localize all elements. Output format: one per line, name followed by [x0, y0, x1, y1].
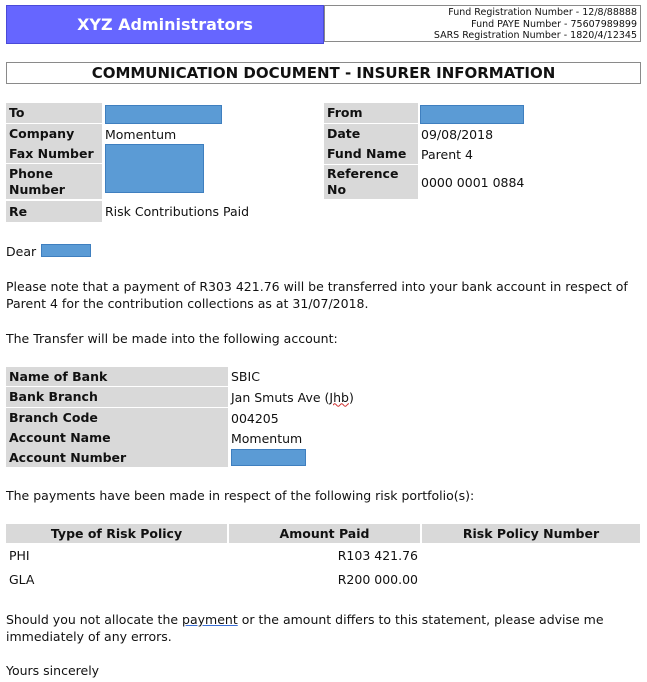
- to-redacted: [105, 105, 222, 124]
- fund-registration-number: Fund Registration Number - 12/8/88888: [448, 7, 637, 18]
- document-title: COMMUNICATION DOCUMENT - INSURER INFORMATION: [6, 62, 641, 84]
- bank-branch-value: [228, 387, 428, 407]
- bank-branch-label: Bank Branch: [6, 387, 228, 407]
- header-type-of-risk-policy: Type of Risk Policy: [6, 524, 227, 543]
- salutation: Dear: [6, 244, 37, 259]
- row-2-amount: R200 000.00: [337, 572, 418, 587]
- account-name-label: Account Name: [6, 428, 228, 448]
- re-value: Risk Contributions Paid: [105, 204, 250, 219]
- portfolio-paragraph: The payments have been made in respect of the following risk portfolio(s):: [6, 488, 475, 503]
- fax-label: Fax Number: [6, 144, 102, 163]
- reference-value: 0000 0001 0884: [421, 174, 525, 190]
- fax-phone-redacted: [105, 144, 204, 193]
- allocation-paragraph: [6, 611, 642, 645]
- row-1-amount: R103 421.76: [337, 548, 418, 563]
- allocation-text-highlight: payment: [182, 612, 238, 627]
- fund-name-value: Parent 4: [421, 146, 473, 162]
- allocation-text-end: or the amount differs to this statement, please advise me immediately of any errors.: [6, 612, 604, 644]
- row-1-type: PHI: [9, 548, 30, 563]
- registration-box: [324, 5, 641, 42]
- branch-code-value: 004205: [231, 410, 279, 426]
- row-2-type: GLA: [9, 572, 35, 587]
- date-label: Date: [324, 124, 418, 144]
- recipient-redacted: [41, 244, 91, 257]
- fund-paye-number: Fund PAYE Number - 75607989899: [471, 18, 637, 30]
- bank-name-label: Name of Bank: [6, 367, 228, 386]
- account-number-redacted: [231, 449, 306, 466]
- payment-paragraph: Please note that a payment of R303 421.76 will be transferred into your bank account in respect of Parent 4 for the contribution collections as at 31/07/2018.: [6, 279, 628, 311]
- header-risk-policy-number: Risk Policy Number: [422, 524, 640, 543]
- bank-name-value: SBIC: [231, 369, 260, 384]
- company-brand: XYZ Administrators: [6, 5, 324, 44]
- branch-text: Jan Smuts Ave (: [231, 389, 330, 405]
- from-label: From: [324, 103, 418, 123]
- company-label: Company: [6, 124, 102, 144]
- closing: Yours sincerely: [6, 663, 100, 678]
- branch-abbrev: Jhb: [329, 389, 349, 405]
- to-label: To: [6, 103, 102, 123]
- account-name-value: Momentum: [231, 430, 303, 446]
- account-number-label: Account Number: [6, 448, 228, 467]
- branch-close: ): [348, 389, 354, 405]
- reference-label: Reference No: [324, 165, 418, 199]
- allocation-text-start: Should you not allocate the: [6, 612, 183, 627]
- re-label: Re: [6, 201, 102, 222]
- phone-label: Phone Number: [6, 164, 102, 199]
- fund-name-label: Fund Name: [324, 144, 418, 164]
- sars-registration-number: SARS Registration Number - 1820/4/12345: [433, 30, 637, 41]
- date-value: 09/08/2018: [421, 126, 494, 142]
- branch-code-label: Branch Code: [6, 408, 228, 428]
- header-amount-paid: Amount Paid: [229, 524, 420, 543]
- from-redacted: [420, 105, 524, 124]
- transfer-paragraph: The Transfer will be made into the following account:: [6, 331, 338, 346]
- company-value: Momentum: [105, 126, 177, 142]
